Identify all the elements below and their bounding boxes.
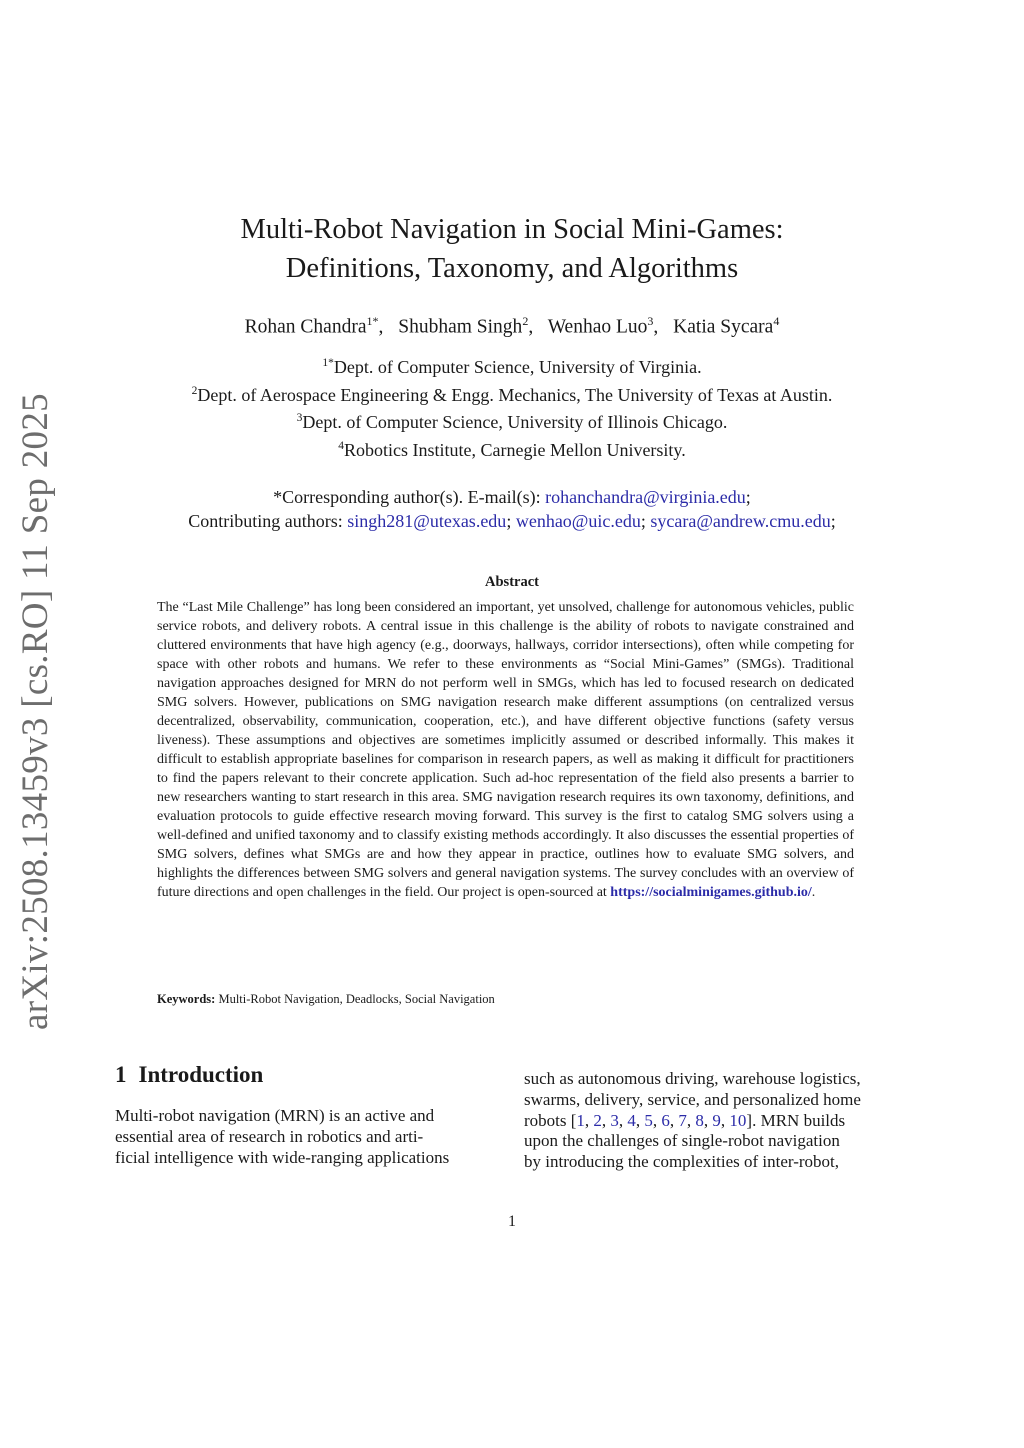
- affiliation-list: [112, 352, 912, 462]
- keywords-label: Keywords:: [157, 992, 216, 1006]
- abstract-text: The “Last Mile Challenge” has long been considered an important, yet unsolved, challenge for autonomous vehicles, public service robots, and delivery robots. A central issue in this challenge is the ability of robots to navigate constrained and cluttered environments that have high agency (e.g., doorways, hallways, corridor intersections), often while competing for space with other robots and humans. We refer to these environments as “Social Mini-Games” (SMGs). Traditional navigation approaches designed for MRN do not perform well in SMGs, which has led to focused research on dedicated SMG solvers. However, publications on SMG navigation research make different assumptions (on centralized versus decentralized, observability, communication, cooperation, etc.), and have different objective functions (safety versus liveness). These assumptions and objectives are sometimes implicitly assumed or described informally. This makes it difficult to establish appropriate baselines for comparison in research papers, as well as making it difficult for practitioners to find the papers relevant to their concrete application. Such ad-hoc representation of the field also presents a barrier to new researchers wanting to start research in this area. SMG navigation research requires its own taxonomy, definitions, and evaluation protocols to guide effective research moving forward. This survey is the first to catalog SMG solvers using a well-defined and unified taxonomy and to classify existing methods accordingly. It also discusses the essential properties of SMG solvers, defines what SMGs are and how they appear in practice, outlines how to evaluate SMG solvers, and highlights the differences between SMG solvers and general navigation systems. The survey concludes with an overview of future directions and open challenges in the field. Our project is open-sourced at https://socialminigames.github.io/.: [157, 600, 854, 900]
- citation-link[interactable]: 7: [678, 1110, 687, 1130]
- contributing-email-link[interactable]: sycara@andrew.cmu.edu: [650, 510, 831, 531]
- text-line: Multi-robot navigation (MRN) is an active and: [115, 1106, 435, 1125]
- title-line-1: Multi-Robot Navigation in Social Mini-Games:: [240, 214, 784, 245]
- paper-title: [112, 210, 912, 288]
- citation-link[interactable]: 3: [610, 1110, 619, 1130]
- author-affiliation-mark: 1*: [366, 314, 379, 328]
- author-list: Rohan Chandra$^{1*}$, Shubham Singh$^2$, Wenhao Luo$^3$, Katia Sycara$^4$: [244, 314, 780, 338]
- author-affiliation-mark: 2: [522, 314, 529, 328]
- page-number: 1: [508, 1213, 516, 1230]
- text-line: ficial intelligence with wide-ranging applications: [115, 1147, 450, 1167]
- keywords-text: Multi-Robot Navigation, Deadlocks, Social Navigation: [218, 992, 495, 1006]
- author-name: Rohan Chandra: [244, 316, 367, 338]
- affiliation-line: $^{1*}$Dept. of Computer Science, University of Virginia.: [322, 357, 702, 377]
- text-line: by introducing the complexities of inter-robot,: [524, 1152, 840, 1172]
- contributing-authors-line: Contributing authors: singh281@utexas.edu; wenhao@uic.edu; sycara@andrew.cmu.edu;: [188, 510, 836, 531]
- affiliation-line: $^3$Dept. of Computer Science, University of Illinois Chicago.: [296, 412, 728, 432]
- citation-link[interactable]: 2: [593, 1110, 602, 1130]
- citation-link[interactable]: 5: [644, 1110, 653, 1130]
- author-affiliation-mark: 3: [647, 314, 654, 328]
- section-heading: [115, 1062, 263, 1088]
- intro-left-column: [115, 1106, 487, 1168]
- project-link[interactable]: https://socialminigames.github.io/: [610, 885, 812, 900]
- corresponding-email-link[interactable]: rohanchandra@virginia.edu: [545, 487, 746, 507]
- author-name: Shubham Singh: [398, 316, 523, 338]
- author-affiliation-mark: 4: [773, 314, 780, 328]
- citation-link[interactable]: 9: [712, 1110, 721, 1130]
- citation-link[interactable]: 1: [576, 1110, 585, 1130]
- arxiv-identifier-stamp: arXiv:2508.13459v3 [cs.RO] 11 Sep 2025: [15, 393, 56, 1030]
- citation-link[interactable]: 8: [695, 1110, 704, 1130]
- intro-right-column: [524, 1069, 896, 1173]
- author-name: Wenhao Luo: [547, 316, 648, 338]
- abstract-heading: Abstract: [485, 574, 539, 590]
- citation-link[interactable]: 10: [729, 1110, 747, 1130]
- title-line-2: Definitions, Taxonomy, and Algorithms: [285, 253, 739, 284]
- contributing-email-link[interactable]: singh281@utexas.edu: [347, 510, 507, 531]
- affiliation-line: $^2$Dept. of Aerospace Engineering & Engg. Mechanics, The University of Texas at Austin.: [191, 384, 833, 405]
- section-title: Introduction: [138, 1062, 264, 1087]
- citation-link[interactable]: 4: [627, 1110, 636, 1130]
- text-line: such as autonomous driving, warehouse logistics,: [524, 1069, 861, 1088]
- text-line: upon the challenges of single-robot navigation: [524, 1131, 840, 1151]
- keywords: [157, 992, 854, 1007]
- text-line: swarms, delivery, service, and personalized home: [524, 1089, 861, 1109]
- text-line: robots [1, 2, 3, 4, 5, 6, 7, 8, 9, 10]. MRN builds: [524, 1110, 846, 1130]
- author-name: Katia Sycara: [673, 316, 774, 338]
- affiliation-line: $^4$Robotics Institute, Carnegie Mellon University.: [338, 439, 686, 460]
- contact-emails: [112, 486, 912, 533]
- citation-link[interactable]: 6: [661, 1110, 670, 1130]
- contributing-email-link[interactable]: wenhao@uic.edu: [515, 510, 641, 531]
- section-number: 1: [115, 1062, 127, 1087]
- text-line: essential area of research in robotics and arti-: [115, 1126, 424, 1146]
- corresponding-author-line: *Corresponding author(s). E-mail(s): rohanchandra@virginia.edu;: [273, 487, 751, 507]
